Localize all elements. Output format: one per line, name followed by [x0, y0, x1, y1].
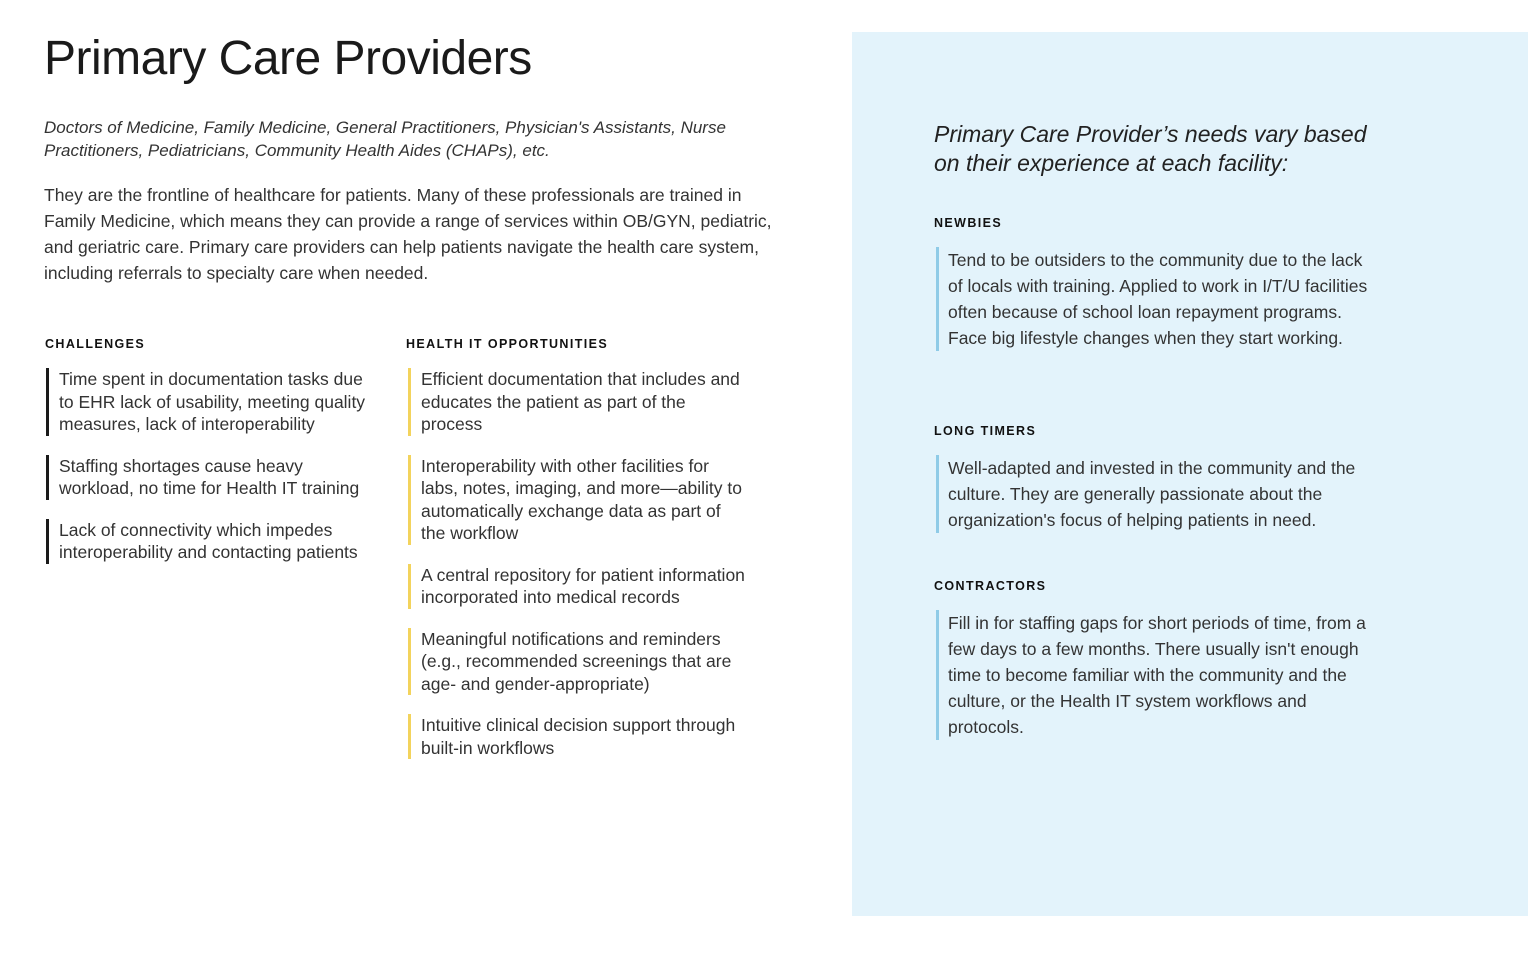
challenges-heading: CHALLENGES [45, 337, 146, 351]
opportunity-item: Efficient documentation that includes and educates the patient as part of the process [408, 368, 748, 436]
panel-intro: Primary Care Provider’s needs vary based on their experience at each facility: [934, 121, 1367, 176]
challenge-item: Staffing shortages cause heavy workload, no time for Health IT training [46, 455, 376, 500]
challenge-item: Lack of connectivity which impedes interoperability and contacting patients [46, 519, 376, 564]
opportunities-heading: HEALTH IT OPPORTUNITIES [406, 337, 609, 351]
experience-panel [852, 32, 1528, 916]
newbies-text: Tend to be outsiders to the community due to the lack of locals with training. Applied to work in I/T/U facilities often because of school loan repayment programs. Face big lifestyle changes when they start working. [936, 247, 1380, 351]
provider-types-subtitle: Doctors of Medicine, Family Medicine, General Practitioners, Physician's Assistants, Nurse Practitioners, Pediatricians, Community Health Aides (CHAPs), etc. [44, 118, 726, 160]
opportunity-item: Interoperability with other facilities for labs, notes, imaging, and more—ability to automatically exchange data as part of the workflow [408, 455, 748, 545]
opportunity-item: A central repository for patient information incorporated into medical records [408, 564, 748, 609]
long-timers-text: Well-adapted and invested in the community and the culture. They are generally passionate about the organization's focus of helping patients in need. [936, 455, 1380, 533]
opportunities-list [408, 368, 748, 778]
challenge-item: Time spent in documentation tasks due to EHR lack of usability, meeting quality measures, lack of interoperability [46, 368, 376, 436]
page-title: Primary Care Providers [44, 32, 532, 85]
challenges-list [46, 368, 376, 583]
opportunity-item: Meaningful notifications and reminders (e.g., recommended screenings that are age- and gender-appropriate) [408, 628, 748, 696]
contractors-text: Fill in for staffing gaps for short periods of time, from a few days to a few months. There usually isn't enough time to become familiar with the community and the culture, or the Health IT system workflows and protocols. [936, 610, 1380, 740]
newbies-heading: NEWBIES [934, 216, 1003, 230]
contractors-heading: CONTRACTORS [934, 579, 1047, 593]
long-timers-heading: LONG TIMERS [934, 424, 1037, 438]
intro-paragraph: They are the frontline of healthcare for patients. Many of these professionals are trained in Family Medicine, which means they can provide a range of services within OB/GYN, pediatric, and geriatric care. Primary care providers can help patients navigate the health care system, including referrals to specialty care when needed. [44, 185, 772, 283]
opportunity-item: Intuitive clinical decision support through built-in workflows [408, 714, 748, 759]
